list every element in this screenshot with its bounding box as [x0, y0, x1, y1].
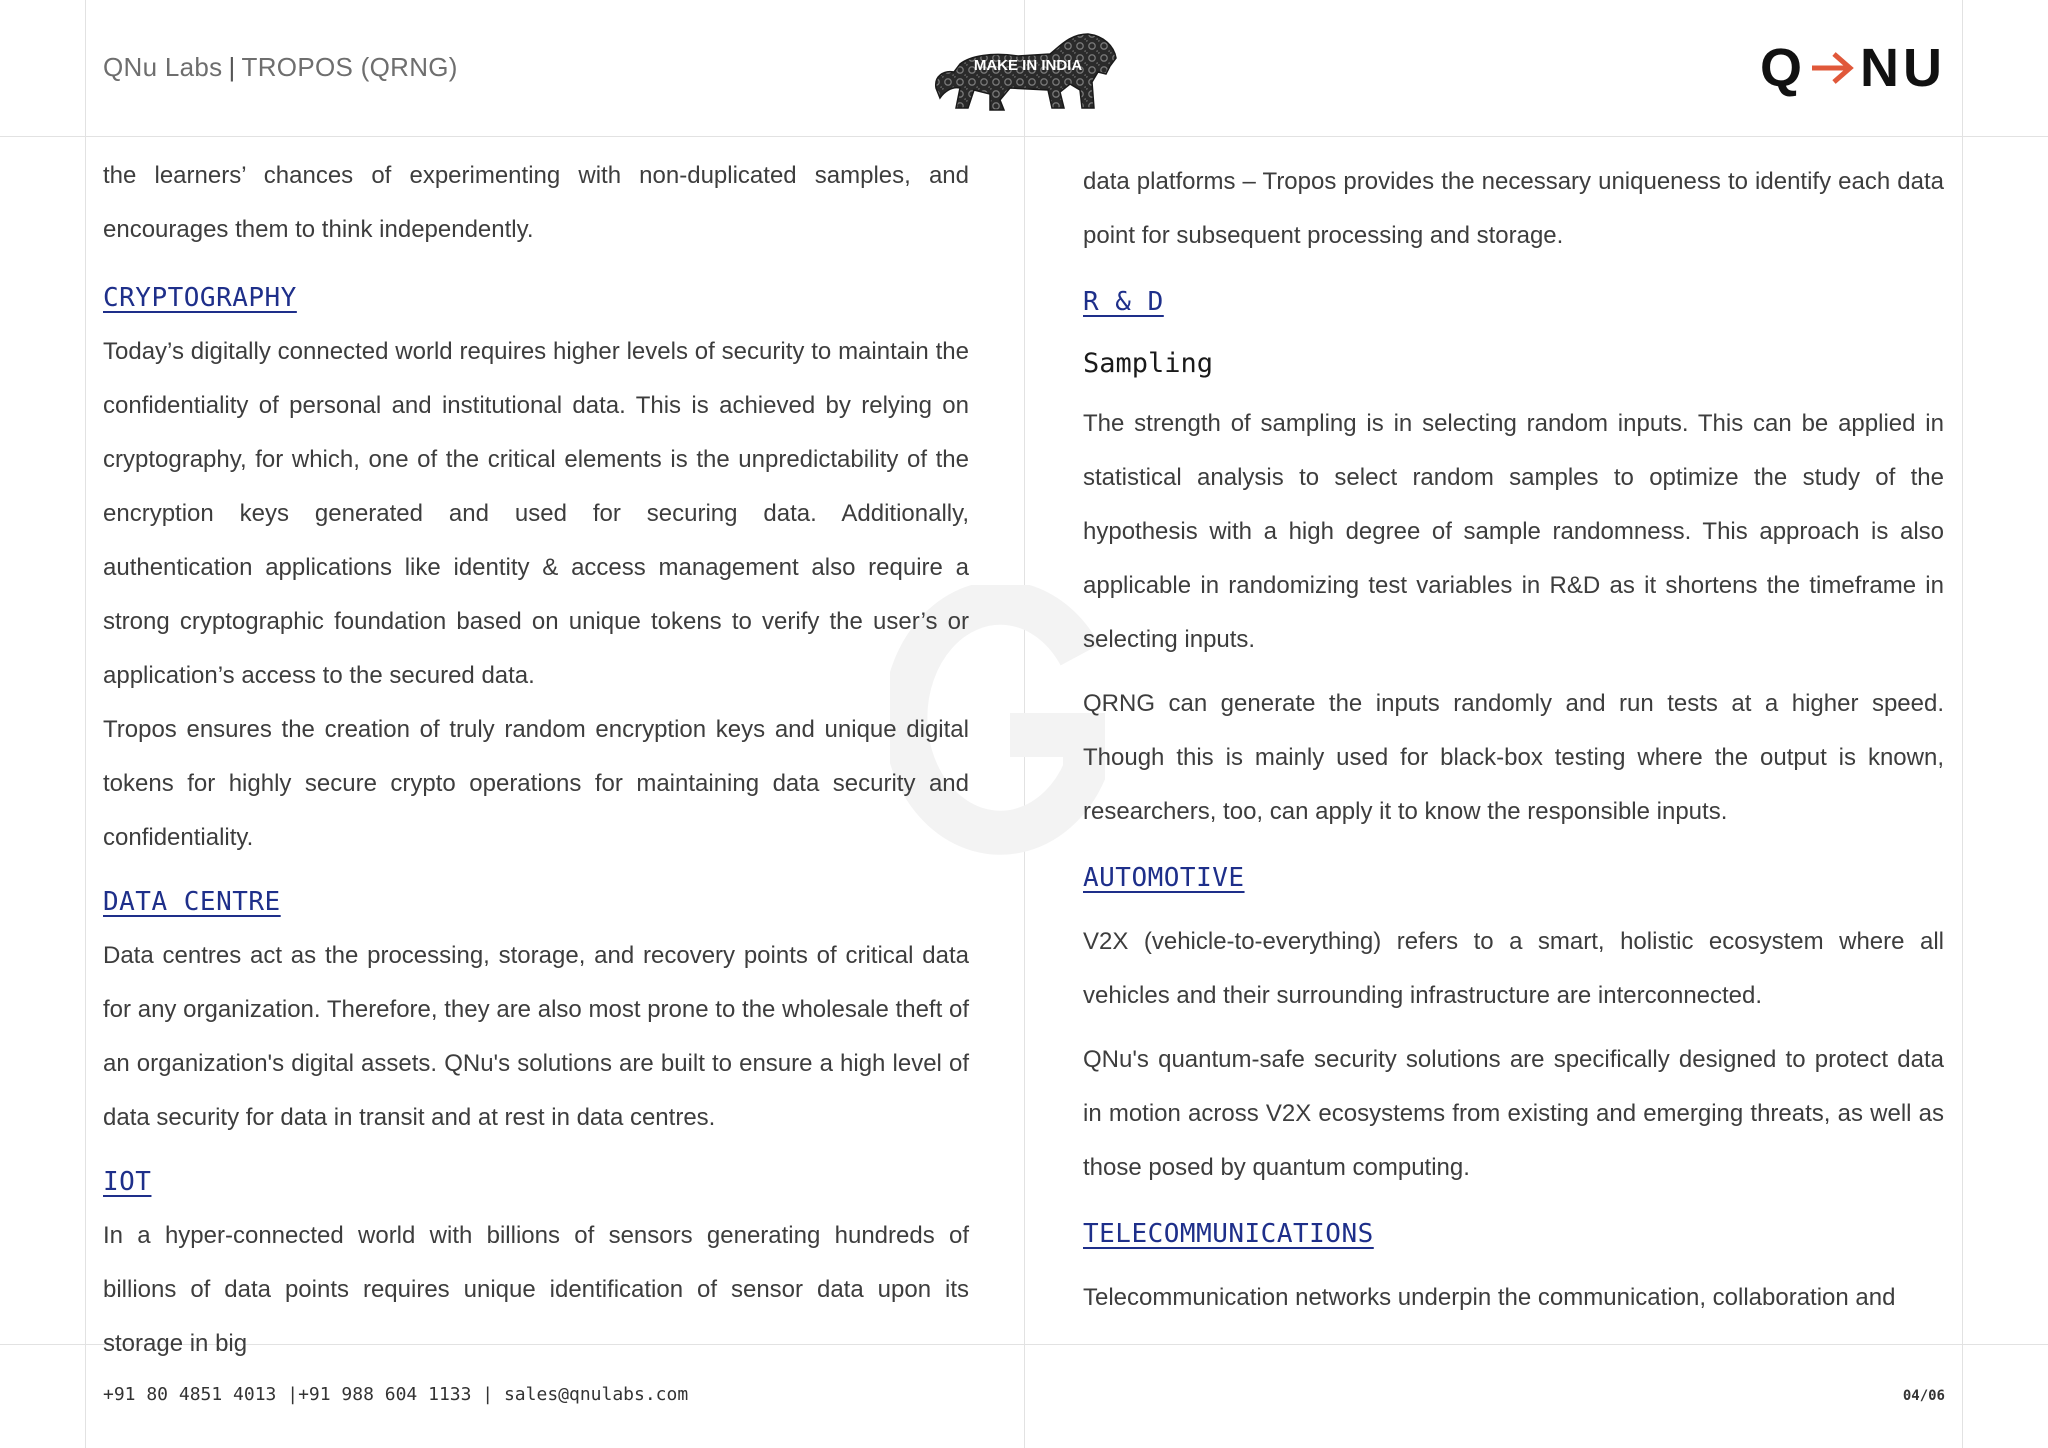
data-centre-heading: DATA CENTRE [103, 887, 281, 917]
left-column [103, 149, 969, 1371]
cryptography-paragraph-2: Tropos ensures the creation of truly random encryption keys and unique digital tokens for highly secure crypto operations for maintaining data security and confidentiality. [103, 716, 969, 851]
footer-contact: +91 80 4851 4013 |+91 988 604 1133 | sales@qnulabs.com [103, 1384, 689, 1405]
grid-line-left [85, 0, 86, 1448]
page-number: 04/06 [1902, 1388, 1945, 1404]
cryptography-heading: CRYPTOGRAPHY [103, 283, 297, 313]
rnd-paragraph-1: The strength of sampling is in selecting random inputs. This can be applied in statistical analysis to select random samples to optimize the study of the hypothesis with a high degree of sample randomness. This approach is also applicable in randomizing test variables in R&D as it shortens the timeframe in selecting inputs. [1083, 410, 1944, 653]
make-in-india-text: MAKE IN INDIA [973, 57, 1083, 74]
grid-line-right [1962, 0, 1963, 1448]
cryptography-paragraph-1: Today’s digitally connected world requires higher levels of security to maintain the confidentiality of personal and institutional data. This is achieved by relying on cryptography, for which, one of the critical elements is the unpredictability of the encryption keys generated and used for securing data. Additionally, authentication applications like identity & access management also require a strong cryptographic foundation based on unique tokens to verify the user’s or application’s access to the secured data. [103, 338, 969, 689]
iot-paragraph: In a hyper-connected world with billions of sensors generating hundreds of billions of data points requires unique identification of sensor data upon its storage in big [103, 1222, 969, 1357]
telecom-heading: TELECOMMUNICATIONS [1083, 1219, 1374, 1249]
telecom-paragraph: Telecommunication networks underpin the communication, collaboration and [1083, 1284, 1896, 1311]
automotive-paragraph-1: V2X (vehicle-to-everything) refers to a smart, holistic ecosystem where all vehicles and their surrounding infrastructure are interconnected. [1083, 928, 1944, 1009]
lion-icon [930, 28, 1120, 114]
brand-company: QNu Labs [103, 52, 223, 82]
iot-heading: IOT [103, 1167, 152, 1197]
brand-product: TROPOS (QRNG) [241, 52, 458, 82]
make-in-india-logo [930, 28, 1120, 114]
automotive-heading: AUTOMOTIVE [1083, 863, 1245, 893]
left-intro-paragraph: the learners’ chances of experimenting with non-duplicated samples, and encourages them to think independently. [103, 162, 969, 243]
header-brand [103, 52, 458, 83]
arrow-right-icon [1808, 48, 1858, 88]
rnd-paragraph-2: QRNG can generate the inputs randomly and run tests at a higher speed. Though this is mainly used for black-box testing where the output is known, researchers, too, can apply it to know the responsible inputs. [1083, 690, 1944, 825]
qnu-logo-nu: NU [1860, 38, 1946, 98]
qnu-logo-q: Q [1759, 38, 1806, 98]
brand-separator: | [228, 52, 236, 82]
right-column [1083, 155, 1944, 1325]
qnu-logo [1760, 40, 1946, 96]
data-centre-paragraph: Data centres act as the processing, storage, and recovery points of critical data for any organization. Therefore, they are also most prone to the wholesale theft of an organization's digital assets. QNu's solutions are built to ensure a high level of data security for data in transit and at rest in data centres. [103, 942, 969, 1131]
header-divider [0, 136, 2048, 137]
sampling-subheading: Sampling [1083, 348, 1214, 379]
right-intro-paragraph: data platforms – Tropos provides the necessary uniqueness to identify each data point for subsequent processing and storage. [1083, 168, 1944, 249]
rnd-heading: R & D [1083, 287, 1164, 317]
automotive-paragraph-2: QNu's quantum-safe security solutions are specifically designed to protect data in motion across V2X ecosystems from existing and emerging threats, as well as those posed by quantum computing. [1083, 1046, 1944, 1181]
grid-line-center [1024, 0, 1025, 1448]
